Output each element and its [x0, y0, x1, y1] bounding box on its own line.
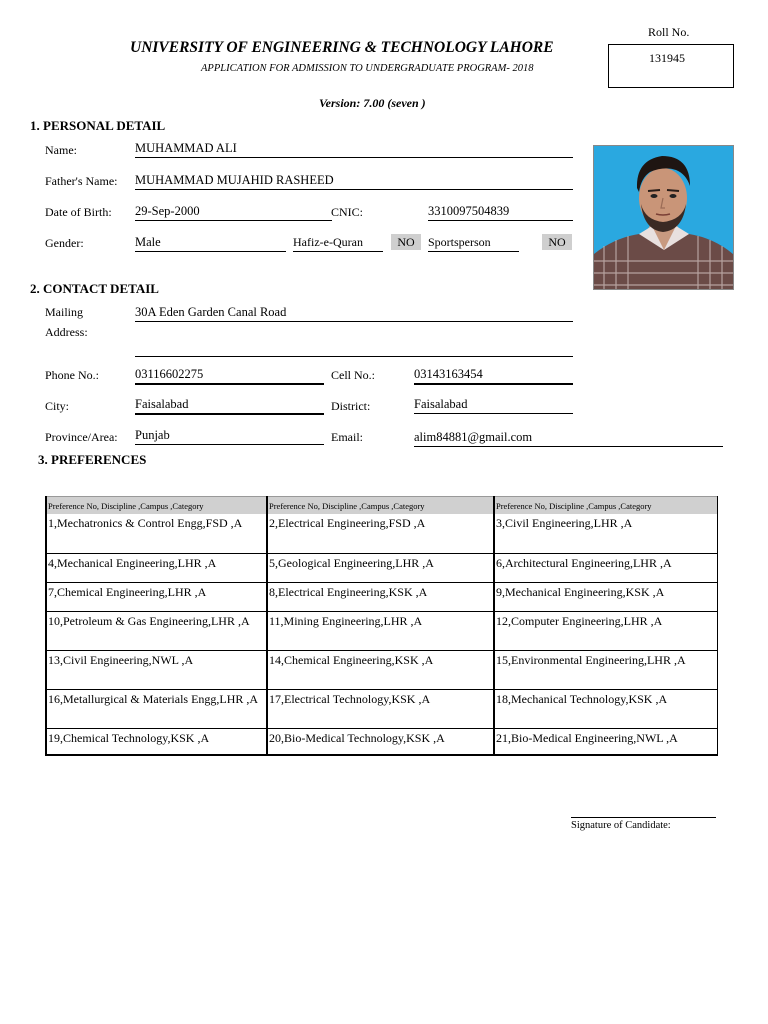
preference-cell: 12,Computer Engineering,LHR ,A — [494, 611, 717, 650]
preference-cell: 2,Electrical Engineering,FSD ,A — [267, 514, 494, 553]
cnic-value: 3310097504839 — [428, 204, 573, 221]
preference-cell: 4,Mechanical Engineering,LHR ,A — [46, 553, 267, 582]
preference-cell: 19,Chemical Technology,KSK ,A — [46, 728, 267, 755]
preferences-heading: 3. PREFERENCES — [38, 452, 147, 467]
roll-number: 131945 — [649, 51, 685, 65]
phone-label: Phone No.: — [45, 368, 99, 382]
name-label: Name: — [45, 143, 77, 157]
gender-label: Gender: — [45, 236, 84, 250]
column-header: Preference No, Discipline ,Campus ,Category — [494, 497, 717, 515]
preference-cell: 7,Chemical Engineering,LHR ,A — [46, 582, 267, 611]
table-row — [46, 689, 717, 728]
table-row — [46, 650, 717, 689]
preference-cell: 14,Chemical Engineering,KSK ,A — [267, 650, 494, 689]
dob-value: 29-Sep-2000 — [135, 204, 332, 221]
province-label: Province/Area: — [45, 430, 118, 444]
district-value: Faisalabad — [414, 397, 573, 414]
city-label: City: — [45, 399, 70, 413]
preference-cell: 11,Mining Engineering,LHR ,A — [267, 611, 494, 650]
district-label: District: — [331, 399, 371, 413]
column-header: Preference No, Discipline ,Campus ,Category — [267, 497, 494, 515]
version-text: Version: 7.00 (seven ) — [319, 96, 426, 110]
father-name-label: Father's Name: — [45, 174, 118, 188]
father-name-value: MUHAMMAD MUJAHID RASHEED — [135, 173, 573, 190]
signature-label: Signature of Candidate: — [571, 820, 671, 831]
email-value: alim84881@gmail.com — [414, 430, 723, 447]
table-row — [46, 514, 717, 553]
cnic-label: CNIC: — [331, 205, 364, 219]
candidate-photo — [593, 145, 734, 290]
gender-value: Male — [135, 235, 286, 252]
cell-label: Cell No.: — [331, 368, 375, 382]
preference-cell: 13,Civil Engineering,NWL ,A — [46, 650, 267, 689]
address-line-2 — [135, 356, 573, 357]
address-value: 30A Eden Garden Canal Road — [135, 305, 573, 322]
preference-cell: 9,Mechanical Engineering,KSK ,A — [494, 582, 717, 611]
table-row — [46, 582, 717, 611]
preference-cell: 3,Civil Engineering,LHR ,A — [494, 514, 717, 553]
preference-cell: 18,Mechanical Technology,KSK ,A — [494, 689, 717, 728]
column-header: Preference No, Discipline ,Campus ,Category — [46, 497, 267, 515]
preference-cell: 15,Environmental Engineering,LHR ,A — [494, 650, 717, 689]
address-label: Address: — [45, 325, 88, 339]
roll-label: Roll No. — [648, 25, 690, 39]
cell-value: 03143163454 — [414, 367, 573, 385]
personal-detail-heading: 1. PERSONAL DETAIL — [30, 118, 166, 133]
sportsperson-label: Sportsperson — [428, 235, 519, 252]
hafiz-value: NO — [391, 234, 421, 250]
province-value: Punjab — [135, 428, 324, 445]
form-subtitle: APPLICATION FOR ADMISSION TO UNDERGRADUATE PROGRAM- 2018 — [201, 63, 534, 74]
email-label: Email: — [331, 430, 363, 444]
preferences-table — [45, 496, 718, 756]
table-header-row — [46, 497, 717, 515]
preference-cell: 10,Petroleum & Gas Engineering,LHR ,A — [46, 611, 267, 650]
preference-cell: 6,Architectural Engineering,LHR ,A — [494, 553, 717, 582]
university-title: UNIVERSITY OF ENGINEERING & TECHNOLOGY LAHORE — [130, 39, 554, 56]
name-value: MUHAMMAD ALI — [135, 141, 573, 158]
preference-cell: 17,Electrical Technology,KSK ,A — [267, 689, 494, 728]
hafiz-label: Hafiz-e-Quran — [293, 235, 383, 252]
table-row — [46, 553, 717, 582]
sportsperson-value: NO — [542, 234, 572, 250]
table-row — [46, 728, 717, 755]
preference-cell: 21,Bio-Medical Engineering,NWL ,A — [494, 728, 717, 755]
preference-cell: 8,Electrical Engineering,KSK ,A — [267, 582, 494, 611]
signature-line — [571, 817, 716, 818]
preference-cell: 20,Bio-Medical Technology,KSK ,A — [267, 728, 494, 755]
preference-cell: 16,Metallurgical & Materials Engg,LHR ,A — [46, 689, 267, 728]
mailing-label: Mailing — [45, 305, 83, 319]
city-value: Faisalabad — [135, 397, 324, 415]
contact-detail-heading: 2. CONTACT DETAIL — [30, 281, 159, 296]
dob-label: Date of Birth: — [45, 205, 112, 219]
roll-number-box — [608, 44, 734, 88]
phone-value: 03116602275 — [135, 367, 324, 385]
preference-cell: 1,Mechatronics & Control Engg,FSD ,A — [46, 514, 267, 553]
preference-cell: 5,Geological Engineering,LHR ,A — [267, 553, 494, 582]
table-row — [46, 611, 717, 650]
